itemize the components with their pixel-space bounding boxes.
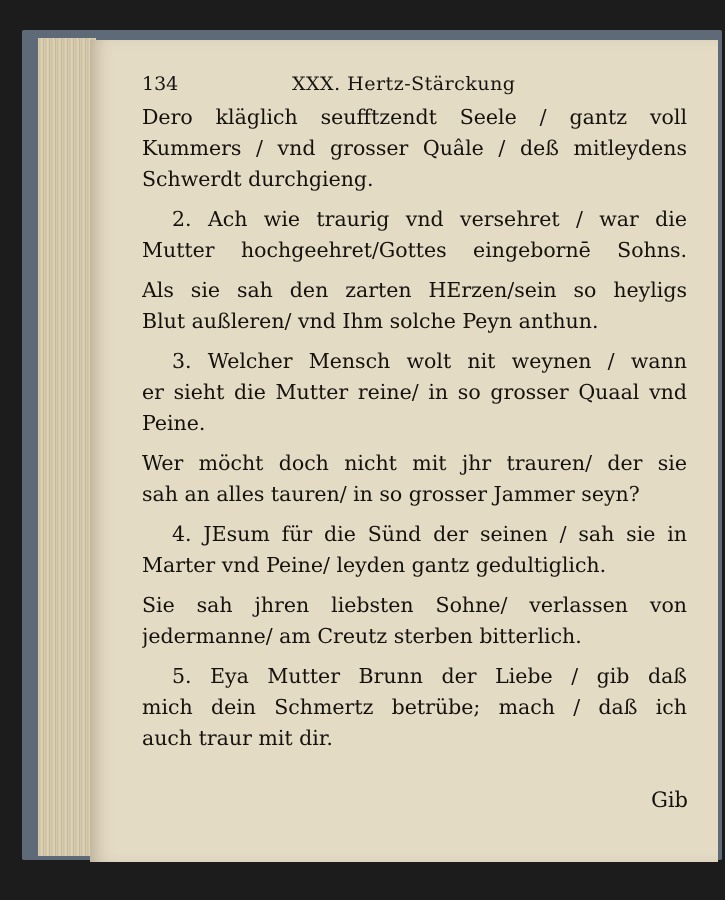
text-line: Dero kläglich seufftzendt Seele / gantz voll xyxy=(142,105,687,129)
text-line: Wer möcht doch nicht mit jhr trauren/ der sie xyxy=(142,451,687,475)
page-number: 134 xyxy=(142,73,179,95)
running-title: XXX. Hertz-Stärckung xyxy=(292,73,516,95)
text-line: 3. Welcher Mensch wolt nit weynen / wann xyxy=(172,349,687,373)
text-line: er sieht die Mutter reine/ in so grosser Quaal vnd xyxy=(142,380,687,404)
text-line: jedermanne/ am Creutz sterben bitterlich. xyxy=(142,624,582,648)
text-line: sah an alles tauren/ in so grosser Jammer seyn? xyxy=(142,482,640,506)
book-page xyxy=(90,40,718,862)
hymn-text xyxy=(142,102,687,754)
page-header xyxy=(142,73,688,99)
text-line: 5. Eya Mutter Brunn der Liebe / gib daß xyxy=(172,664,687,688)
text-line: Sie sah jhren liebsten Sohne/ verlassen von xyxy=(142,593,687,617)
text-line: Marter vnd Peine/ leyden gantz gedultiglich. xyxy=(142,553,607,577)
text-line: Kummers / vnd grosser Quâle / deß mitleydens xyxy=(142,136,687,160)
text-line: Mutter hochgeehret/Gottes eingebornē Sohns. xyxy=(142,238,687,262)
text-line: Peine. xyxy=(142,411,206,435)
text-line: Schwerdt durchgieng. xyxy=(142,167,374,191)
text-line: mich dein Schmertz betrübe; mach / daß ich xyxy=(142,695,687,719)
catchword: Gib xyxy=(651,788,688,812)
text-line: Blut außleren/ vnd Ihm solche Peyn anthun. xyxy=(142,309,599,333)
text-line: auch traur mit dir. xyxy=(142,726,333,750)
text-line: Als sie sah den zarten HErzen/sein so heyligs xyxy=(142,278,687,302)
text-line: 4. JEsum für die Sünd der seinen / sah sie in xyxy=(172,522,687,546)
page-edges xyxy=(38,38,96,856)
text-line: 2. Ach wie traurig vnd versehret / war die xyxy=(172,207,687,231)
